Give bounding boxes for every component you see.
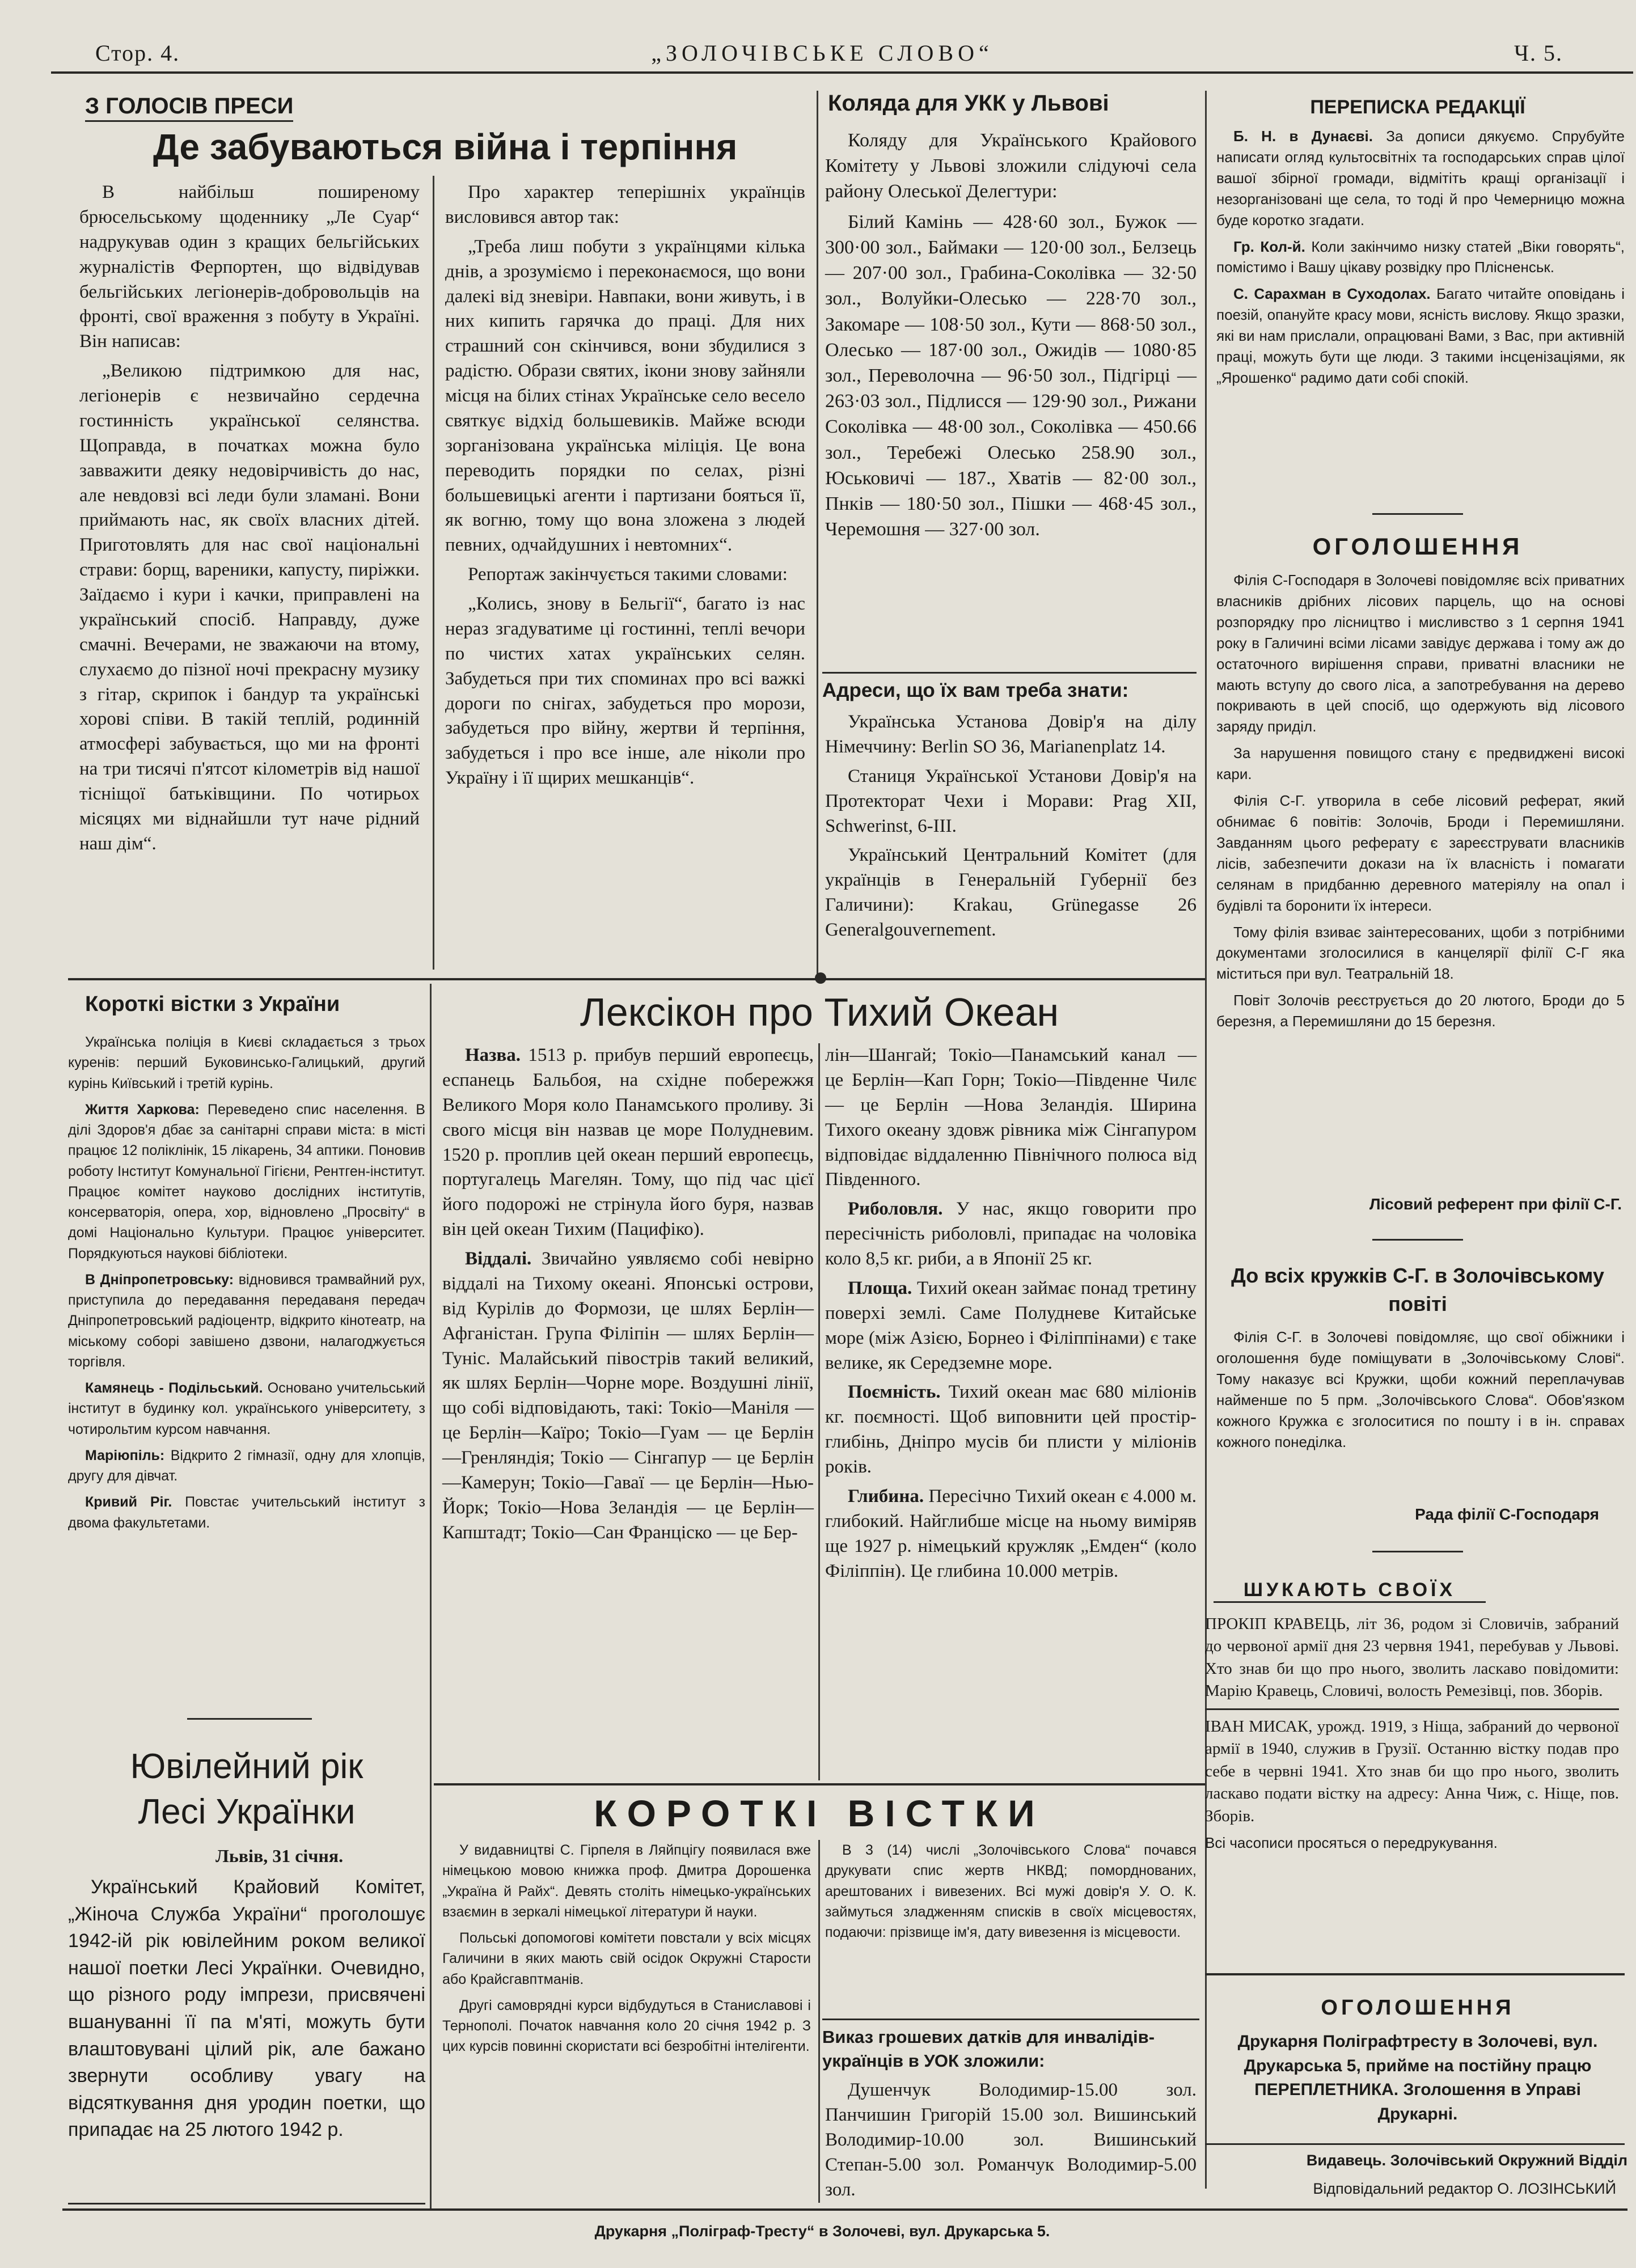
kolyada-body	[825, 128, 1197, 547]
press-rubric: З ГОЛОСІВ ПРЕСИ	[85, 94, 293, 122]
ukraine-news-rule	[187, 1718, 312, 1720]
mid-dot	[815, 972, 826, 984]
corr-name-1: Б. Н. в Дунаєві.	[1233, 128, 1373, 145]
lesya-dateline: Львів, 31 січня.	[215, 1846, 344, 1866]
announce1-rule	[1372, 1239, 1463, 1241]
lexicon-p6: Поємність. Тихий океан має 680 міліонів кг. поємності. Щоб виповнити цей простір-глибінь, Дніпро мусів би плисти у міліонів років.	[825, 1382, 1197, 1477]
ukraine-news-p2: Життя Харкова: Переведено спис населення. В ділі Здоров'я дбає за санітарні справи міста: в місті працює 12 поліклінік, 15 лікарень, 34 аптики. Поновив роботу Інститут Комунальної Гігієни, Рентген-інститут. Працює комітет науково дослідних інститутів, консерваторія, опера, хор, відновлено „Просвіту“ в домі Національно Культури. Працює університет. Порядкуються наукові бібліотеки.	[68, 1101, 425, 1262]
lexicon-right	[825, 1043, 1197, 1588]
address-1: Українська Установа Довір'я на ділу Німеччину: Berlin SO 36, Marianenplatz 14.	[825, 712, 1197, 757]
short-news-p1: У видавництві С. Гірпеля в Ляйпцігу появилася вже німецькою мовою книжка проф. Дмитра Дорошенка „Україна й Райх“. Девять століть німецько-українських взаємин в зеркалі німецької літератури й науки.	[442, 1842, 811, 1920]
announce1-p3: Філія С-Г. утворила в себе лісовий реферат, який обнимає 6 повітів: Золочів, Броди і Перемишляни. Завданням цього реферату є зареєструвати власників лісів, забезпечити докази на їх власність і помагати селянам в придбанню деревного матеріялу на опал і будівлі та боронити їх інтереси.	[1216, 792, 1625, 914]
press-p4: „Треба лиш побути з українцями кілька днів, а зрозуміємо і переконаємося, що вони далекі від зневіри. Навпаки, вони живуть, і в них кипить гарячка до праці. Для них страшний сон скінчився, вони збудилися з радістю. Образи святих, ікони знову зайняли місця на білих стінах Українське село весело святкує відхід большевиків. Майже всюди зорганізована українська міліція. Це вона переводить порядки по селах, різні большевицькі агенти і партизани бояться її, як вогню, тому що вона зложена з людей певних, одчайдушних і невтомних“.	[445, 236, 805, 556]
announce2-rule	[1205, 2143, 1625, 2145]
donors-rule	[822, 2019, 1199, 2020]
search-title: ШУКАЮТЬ СВОЇХ	[1214, 1579, 1486, 1603]
kolyada-title: Коляда для УКК у Львові	[828, 91, 1109, 116]
press-p5: Репортаж закінчується такими словами:	[468, 564, 788, 585]
page-number: Стор. 4.	[95, 40, 180, 66]
announce1-p5: Повіт Золочів реєструється до 20 лютого, Броди до 5 березня, а Перемишляни до 15 березня.	[1216, 992, 1625, 1030]
search-body	[1205, 1613, 1619, 1859]
corr-name-2: Гр. Кол-й.	[1233, 238, 1305, 255]
ukraine-news-title: Короткі вістки з України	[85, 992, 340, 1016]
editor: Відповідальний редактор О. ЛОЗІНСЬКИЙ	[1313, 2180, 1616, 2197]
lexicon-divider	[818, 1043, 820, 1780]
lexicon-p4: Риболовля. У нас, якщо говорити про пересічність риболовлі, припадає на чоловіка коло 8,5 кг. риби, а в Японії 25 кг.	[825, 1199, 1197, 1269]
short-news-right	[825, 1840, 1197, 1948]
col-divider-a	[817, 91, 818, 975]
addresses-title: Адреси, що їх вам треба знати:	[822, 679, 1129, 701]
lesya-body	[68, 1874, 425, 2148]
ukraine-news-p1: Українська поліція в Києві складається з трьох куренів: перший Буковинсько-Галицький, другий курінь Київський і третій курінь.	[68, 1034, 425, 1091]
circles-title: До всіх кружків С-Г. в Золочівському повіті	[1231, 1264, 1604, 1316]
col-divider-c	[430, 984, 432, 2208]
lexicon-p1: Назва. 1513 р. прибув перший европеєць, еспанець Бальбоя, на східне побережжя Великого Моря коло Панамського проливу. Зі свого місця він назвав це море Полудневим. 1520 р. проплив цей океан перший европеєць, португалець Магелян. Тому, що під час цієї його подорожі не стрінула його буря, назвав він цей океан Тихим (Пацифіко).	[442, 1045, 814, 1240]
press-col1	[79, 180, 420, 861]
lexicon-title: Лексікон про Тихий Океан	[580, 990, 1059, 1034]
announce1-p2: За нарушення повищого стану є предвиджені високі кари.	[1216, 744, 1625, 783]
kolyada-list: Білий Камінь — 428·60 зол., Бужок — 300·00 зол., Баймаки — 120·00 зол., Белзець — 207·00 зол., Грабина-Соколівка — 32·50 зол., Волуйки-Олесько — 228·70 зол., Закомаре — 108·50 зол., Кути — 868·50 зол., Олесько — 187·00 зол., Ожидів — 1080·85 зол., Переволочна — 96·50 зол., Підгірці — 263·03 зол., Підлисся — 129·90 зол., Рижани Соколівка — 48·00 зол., Соколівка — 450.66 зол., Теребежі Олесько 258.90 зол., Юськовичі — 187., Хватів — 82·00 зол., Пнків — 180·50 зол., Пішки — 468·45 зол., Черемошня — 327·00 зол.	[825, 211, 1197, 540]
address-3: Український Центральний Комітет (для українців в Генеральній Губернії без Галичини): Krakau, Grünegasse 26 Generalgouvernement.	[825, 845, 1197, 940]
addresses-body	[825, 710, 1197, 947]
masthead-title: „ЗОЛОЧІВСЬКЕ СЛОВО“	[651, 40, 994, 66]
announce1-p4: Тому філія взиває заінтересованих, щоби з потрібними документами зголосилися в канцелярії філії С-Г яка міститься при вул. Театральній 18.	[1216, 923, 1625, 983]
ukraine-news-p5: Маріюпіль: Відкрито 2 гімназії, одну для хлопців, другу для дівчат.	[68, 1447, 425, 1484]
lexicon-p2: Віддалі. Звичайно уявляємо собі невірно віддалі на Тихому океані. Японські острови, від Курілів до Формози, це шлях Берлін—Афганістан. Група Філіпін — шлях Берлін—Туніс. Малайський півострів такий великий, як шлях Берлін—Чорне море. Воздушні лінії, що собі відповідають, такі: Токіо—Маніля — це Берлін—Каїро; Токіо—Гуам — це Берлін—Гренляндія; Токіо — Сінгапур — це Берлін—Камерун; Токіо—Гаваї — це Берлін—Нью-Йорк; Токіо—Нова Зеландія — це Берлін—Капштадт; Токіо—Сан Франціско — це Бер-	[442, 1249, 814, 1543]
lesya-text: Український Крайовий Комітет, „Жіноча Служба України“ проголошує 1942-ій рік ювілейним роком великої нашої поетки Лесі Українки. Очевидно, що різного роду імпрези, присвячені вшануванні її па м'яті, можуть бути влаштовувані цілий рік, але бажано звернути особливу увагу на відсяткування дня уродин поетки, що припадає на 25 лютого 1942 р.	[68, 1876, 425, 2141]
donors-text: Душенчук Володимир-15.00 зол. Панчишин Григорій 15.00 зол. Вишинський Володимир-10.00 зол. Вишинський Степан-5.00 зол. Романчук Володимир-5.00 зол.	[825, 2080, 1197, 2200]
corr-text-2: Коли закінчимо низку статей „Віки говорять“, помістимо і Вашу цікаву розвідку про Плісненськ.	[1216, 238, 1625, 276]
corr-rule	[1372, 513, 1463, 515]
search-rule-2	[1205, 1973, 1625, 1975]
press-p2: „Великою підтримкою для нас, легіонерів є незвичайно сердечна гостинність української селянства. Щоправда, в початках можна було завважити деяку недовірчивість до нас, але невдовзі всі леди були зламані. Вони приймають нас, як своїх власних дітей. Приготовлять для нас свої національні страви: борщ, вареники, капусту, пиріжки. Заїдаємо і кури і качки, приправлені на український спосіб. Направду, дуже смачні. Вечерами, не зважаючи на втому, слухаємо до пізної ночі прекрасну музику з гітар, скрипок і бандур та українські хорові співи. В такій теплій, родинній атмосфері забувається, що ми на фронті на три тисячі п'ятсот кілометрів від нашої тісніщої батьківщини. По чотирьох місяцях ми віднайшли тут наче рідний наш дім“.	[79, 361, 420, 854]
announce1-p1: Філія С-Господаря в Золочеві повідомляє всіх приватних власників дрібних лісових парцель, що на основі розпорядку про лісництво і мисливство з 1 серпня 1941 року в Галичині всіми лісами завідує держава і тому аж до остаточного вирішення справи, приватні власники не мають вступу до свого ліса, а запотребування на дерево покривають в цей спосіб, що одержують від лісового заряду приділ.	[1216, 572, 1625, 735]
announce1-title: ОГОЛОШЕННЯ	[1312, 533, 1523, 560]
short-news-p3: Другі самоврядні курси відбудуться в Станиславові і Тернополі. Початок навчання коло 20 січня 1942 р. З цих курсів повинні скористати всі безробітні інтелігенти.	[442, 1997, 811, 2055]
search-item-1: ПРОКІП КРАВЕЦЬ, літ 36, родом зі Словичів, забраний до червоної армії дня 23 червня 1941, перебував у Львові. Хто знав би що про нього, зволить ласкаво повідомити: Марію Кравець, Словичі, волость Ремезівці, пов. Зборів.	[1205, 1615, 1619, 1700]
ukraine-news-p6: Кривий Ріг. Повстає учительський інститут з двома факультетами.	[68, 1494, 425, 1531]
press-p1: В найбільш поширеному брюсельському щоденнику „Ле Суар“ надрукував один з кращих бельгійських журналістів Ферпортен, що відвідував бельгійських легіонерів-добровольців на фронті, свої враження з побуту в Україні. Він написав:	[79, 182, 420, 352]
addresses-rule	[822, 672, 1197, 674]
press-title: Де забуваються війна і терпіння	[153, 126, 738, 167]
search-item-2: ІВАН МИСАК, урожд. 1919, з Ніща, забраний до червоної армії в 1940, служив в Грузії. Останню вістку подав про себе в червні 1941. Хто знав би що про нього, зволить ласкаво подати вістку на адресу: Анна Чиж, с. Ніще, пов. Зборів.	[1205, 1717, 1619, 1825]
announce2-title: ОГОЛОШЕННЯ	[1321, 1996, 1515, 2020]
announce1-sign: Лісовий референт при філії С-Г.	[1369, 1195, 1622, 1213]
lesya-title-2: Лесі Українки	[138, 1792, 356, 1831]
correspondence-title: ПЕРЕПИСКА РЕДАКЦІЇ	[1310, 96, 1525, 118]
circles-body	[1216, 1327, 1625, 1458]
corr-name-3: С. Сарахман в Суходолах.	[1233, 285, 1431, 303]
press-p3: Про характер теперішніх українців висловився автор так:	[445, 182, 805, 227]
footer-printer: Друкарня „Поліграф-Тресту“ в Золочеві, вул. Друкарська 5.	[594, 2223, 1050, 2240]
bottom-rule	[62, 2208, 1627, 2211]
short-news-title: КОРОТКІ ВІСТКИ	[594, 1792, 1045, 1834]
correspondence-body	[1216, 126, 1625, 394]
lesya-bottom-rule	[68, 2203, 425, 2204]
header-rule	[51, 71, 1633, 74]
announce1-body	[1216, 570, 1625, 1038]
short-news-p4: В 3 (14) числі „Золочівського Слова“ почався друкувати спис жертв НКВД; поморднованих, арештованих і вивезених. Всі мужі довір'я У. О. К. займуться зладженням списків в своїх місцевостях, подаючи: прізвище ім'я, дату вивезення із місцевости.	[825, 1842, 1197, 1940]
lesya-title-1: Ювілейний рік	[130, 1747, 363, 1786]
press-p6: „Колись, знову в Бельгії“, багато із нас нераз згадуватиме ці гостинні, теплі вечори по чистих хатах українських селян. Забудеться при тих споминах про всі важкі дороги по снігах, забудеться про морози, забудеться про війну, жертви й терпіння, забудеться і про все інше, але ніколи про Україну і її щирих мешканців“.	[445, 594, 805, 789]
corr-text-3: Багато читайте оповідань і поезій, опануйте красу мови, ясність вислову. Якщо зразки, які ви нам прислали, опрацювані Вами, з Вас, при активній праці, можуть бути ще люди. З такими інсценізаціями, як „Ярошенко“ радимо дати собі спокій.	[1216, 285, 1625, 386]
circles-sign: Рада філії С-Господаря	[1415, 1505, 1599, 1523]
press-divider	[433, 176, 434, 970]
search-rule-1	[1205, 1708, 1619, 1710]
ukraine-news-p3: В Дніпропетровську: відновився трамвайний рух, приступила до передавання передаваня передач Дніпропетровський радіоцентр, відкрито кінотеатр, на міському соборі завішено дзвони, налагоджується торгівля.	[68, 1271, 426, 1370]
circles-rule	[1372, 1551, 1463, 1552]
corr-text-1: За дописи дякуємо. Спрубуйте написати огляд культосвітніх та господарських справ цілої вашої збірної громади, відмітіть кращі організації і незорганізовані ще села, то тоді й про Чемерницю можна буде коротко згадати.	[1216, 128, 1625, 229]
issue-number: Ч. 5.	[1514, 40, 1563, 66]
address-2: Станиця Української Установи Довір'я на Протекторат Чехи і Морави: Prag XII, Schwerinst, 6-III.	[825, 765, 1197, 836]
publisher: Видавець. Золочівський Окружний Відділ	[1306, 2152, 1627, 2169]
col-divider-b	[1205, 91, 1207, 2189]
ukraine-news-body	[68, 1032, 425, 1539]
donors-title: Виказ грошевих датків для инвалідів-українців в УОК зложили:	[822, 2027, 1155, 2071]
circles-text: Філія С-Г. в Золочеві повідомляє, що свої обіжники і оголошення буде поміщувати в „Золочівському Слові“. Тому наказує всі Кружки, щоби кожний переплачував найменше по 5 прм. „Золочівського Слова“. Обов'язком кожного Кружка є зголоситися по пошту і в ін. справах кожного понеділка.	[1216, 1328, 1625, 1450]
kolyada-intro: Коляду для Українського Крайового Комітету у Львові зложили слідуючі села району Олеської Делегтури:	[825, 130, 1197, 202]
short-news-p2: Польські допомогові комітети повстали у всіх місцях Галичини в яких мають свій осідок Окружні Старости або Крайсгавптманів.	[442, 1930, 811, 1987]
short-news-left	[442, 1840, 811, 2063]
press-col2	[445, 180, 805, 796]
search-note: Всі часописи просяться о передрукування.	[1205, 1834, 1498, 1851]
announce2-text: Друкарня Поліграфтресту в Золочеві, вул. Друкарська 5, прийме на постійну працю ПЕРЕПЛЕТНИКА. Зголошення в Управі Друкарні.	[1237, 2032, 1598, 2123]
ukraine-news-p4: Камянець - Подільський. Основано учительський інститут в будинку кол. українського університету, з чотирольтим курсом навчання.	[68, 1380, 426, 1437]
lexicon-p7: Глибина. Пересічно Тихий океан є 4.000 м. глибокий. Найглибше місце на ньому виміряв ще 1927 р. німецький кружляк „Емден“ (коло Філіппін). Це глибина 10.000 метрів.	[825, 1486, 1197, 1581]
short-news-divider	[818, 1840, 820, 2203]
short-news-rule	[434, 1783, 1205, 1785]
lexicon-p3: лін—Шангай; Токіо—Панамський канал — це Берлін—Кап Горн; Токіо—Південне Чилє — це Берлін —Нова Зеландія. Ширина Тихого океану здовж рівника між Сінгапуром відповідає віддаленню Північного полюса від Південного.	[825, 1045, 1197, 1190]
mid-rule	[68, 978, 1205, 980]
lexicon-p5: Площа. Тихий океан займає понад третину поверхі землі. Саме Полудневе Китайське море (між Азією, Борнео і Філіппінами) є таке велике, як Середземне море.	[825, 1277, 1197, 1373]
lexicon-left	[442, 1043, 814, 1550]
donors-body	[825, 2078, 1197, 2207]
